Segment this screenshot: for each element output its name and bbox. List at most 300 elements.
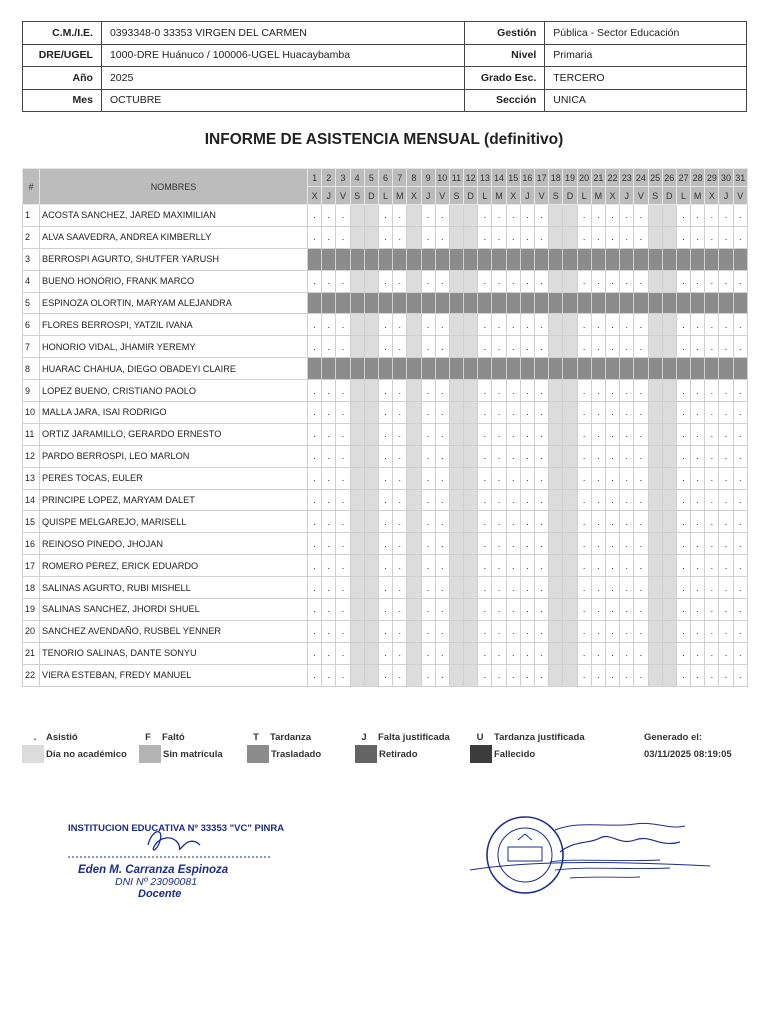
attendance-cell bbox=[648, 336, 662, 358]
generated-value: 03/11/2025 08:19:05 bbox=[644, 749, 732, 760]
attendance-cell: . bbox=[591, 205, 605, 227]
attendance-cell bbox=[449, 314, 463, 336]
director-seal-inner bbox=[498, 828, 552, 882]
attendance-cell: . bbox=[691, 577, 705, 599]
teacher-name: Eden M. Carranza Espinoza bbox=[78, 864, 229, 876]
attendance-cell: . bbox=[520, 336, 534, 358]
attendance-cell bbox=[648, 599, 662, 621]
weekday-header: D bbox=[563, 187, 577, 205]
attendance-cell: . bbox=[393, 423, 407, 445]
attendance-cell: . bbox=[676, 577, 690, 599]
attendance-cell: . bbox=[520, 555, 534, 577]
attendance-cell bbox=[549, 270, 563, 292]
attendance-cell bbox=[364, 402, 378, 424]
attendance-cell: . bbox=[676, 402, 690, 424]
attendance-cell: . bbox=[634, 270, 648, 292]
attendance-cell bbox=[407, 270, 421, 292]
attendance-cell: . bbox=[478, 314, 492, 336]
attendance-cell: . bbox=[705, 314, 719, 336]
attendance-cell: . bbox=[733, 336, 747, 358]
header-row-dreugel bbox=[23, 44, 747, 67]
student-row bbox=[23, 620, 748, 642]
attendance-cell: . bbox=[719, 270, 733, 292]
attendance-cell: . bbox=[605, 314, 619, 336]
attendance-cell: . bbox=[435, 511, 449, 533]
header-row-days bbox=[23, 169, 748, 187]
attendance-cell: . bbox=[676, 489, 690, 511]
student-number: 8 bbox=[23, 358, 40, 380]
teacher-role: Docente bbox=[138, 888, 182, 900]
attendance-cell: . bbox=[421, 620, 435, 642]
attendance-cell: . bbox=[506, 402, 520, 424]
student-number: 9 bbox=[23, 380, 40, 402]
attendance-cell: . bbox=[535, 620, 549, 642]
attendance-cell bbox=[364, 248, 378, 270]
attendance-cell bbox=[620, 248, 634, 270]
attendance-cell: . bbox=[535, 205, 549, 227]
attendance-cell: . bbox=[435, 445, 449, 467]
student-row bbox=[23, 511, 748, 533]
attendance-cell bbox=[648, 423, 662, 445]
attendance-cell bbox=[549, 402, 563, 424]
student-number: 13 bbox=[23, 467, 40, 489]
attendance-cell: . bbox=[478, 467, 492, 489]
attendance-cell: . bbox=[719, 555, 733, 577]
attendance-cell bbox=[563, 511, 577, 533]
header-row-anio bbox=[23, 67, 747, 90]
attendance-cell: . bbox=[620, 642, 634, 664]
weekday-header: L bbox=[577, 187, 591, 205]
attendance-cell: . bbox=[535, 314, 549, 336]
legend-asistio-label: Asistió bbox=[46, 732, 78, 743]
attendance-cell bbox=[364, 270, 378, 292]
attendance-cell bbox=[563, 205, 577, 227]
attendance-cell: . bbox=[478, 226, 492, 248]
student-row bbox=[23, 270, 748, 292]
legend-falta-justificada-symbol: J bbox=[361, 732, 367, 743]
day-header: 25 bbox=[648, 169, 662, 187]
attendance-cell: . bbox=[620, 577, 634, 599]
attendance-cell: . bbox=[634, 423, 648, 445]
attendance-cell: . bbox=[336, 445, 350, 467]
attendance-cell: . bbox=[336, 489, 350, 511]
legend-falto-symbol: F bbox=[145, 732, 151, 743]
attendance-cell: . bbox=[535, 664, 549, 686]
attendance-cell: . bbox=[378, 664, 392, 686]
student-name: PERES TOCAS, EULER bbox=[40, 467, 308, 489]
attendance-cell: . bbox=[435, 423, 449, 445]
cmie-value: 0393348-0 33353 VIRGEN DEL CARMEN bbox=[101, 22, 464, 45]
attendance-cell: . bbox=[634, 620, 648, 642]
attendance-cell: . bbox=[705, 664, 719, 686]
attendance-cell bbox=[350, 380, 364, 402]
student-row bbox=[23, 467, 748, 489]
day-header: 30 bbox=[719, 169, 733, 187]
teacher-signature-stamp bbox=[60, 815, 290, 905]
attendance-cell: . bbox=[322, 555, 336, 577]
attendance-cell: . bbox=[336, 555, 350, 577]
weekday-header: X bbox=[308, 187, 322, 205]
attendance-cell bbox=[407, 664, 421, 686]
attendance-cell: . bbox=[733, 467, 747, 489]
attendance-cell bbox=[648, 402, 662, 424]
attendance-cell bbox=[449, 511, 463, 533]
weekday-header: V bbox=[733, 187, 747, 205]
attendance-cell: . bbox=[676, 642, 690, 664]
attendance-cell: . bbox=[506, 642, 520, 664]
attendance-cell bbox=[520, 358, 534, 380]
attendance-cell: . bbox=[336, 423, 350, 445]
attendance-cell: . bbox=[591, 402, 605, 424]
attendance-cell: . bbox=[393, 336, 407, 358]
attendance-cell: . bbox=[591, 511, 605, 533]
attendance-cell bbox=[449, 664, 463, 686]
attendance-cell: . bbox=[520, 577, 534, 599]
attendance-cell: . bbox=[520, 402, 534, 424]
report-title: INFORME DE ASISTENCIA MENSUAL (definitivo) bbox=[204, 131, 564, 148]
attendance-cell: . bbox=[535, 642, 549, 664]
attendance-cell bbox=[733, 248, 747, 270]
attendance-cell: . bbox=[591, 314, 605, 336]
attendance-cell: . bbox=[378, 533, 392, 555]
attendance-cell: . bbox=[691, 445, 705, 467]
attendance-cell bbox=[364, 620, 378, 642]
attendance-cell bbox=[449, 423, 463, 445]
attendance-cell: . bbox=[733, 423, 747, 445]
attendance-cell bbox=[506, 292, 520, 314]
attendance-cell: . bbox=[336, 533, 350, 555]
attendance-cell bbox=[662, 533, 676, 555]
attendance-cell: . bbox=[322, 642, 336, 664]
attendance-cell bbox=[435, 358, 449, 380]
attendance-cell: . bbox=[378, 205, 392, 227]
attendance-cell bbox=[464, 620, 478, 642]
attendance-cell: . bbox=[620, 467, 634, 489]
attendance-cell: . bbox=[421, 423, 435, 445]
attendance-cell bbox=[364, 467, 378, 489]
attendance-cell: . bbox=[535, 380, 549, 402]
attendance-cell bbox=[407, 336, 421, 358]
attendance-cell bbox=[322, 358, 336, 380]
attendance-cell bbox=[449, 620, 463, 642]
attendance-cell bbox=[563, 620, 577, 642]
attendance-cell: . bbox=[336, 314, 350, 336]
attendance-cell: . bbox=[605, 467, 619, 489]
attendance-cell: . bbox=[435, 380, 449, 402]
attendance-cell: . bbox=[492, 226, 506, 248]
attendance-cell bbox=[492, 292, 506, 314]
attendance-cell: . bbox=[492, 533, 506, 555]
attendance-cell bbox=[449, 533, 463, 555]
attendance-cell: . bbox=[676, 205, 690, 227]
attendance-cell: . bbox=[308, 599, 322, 621]
weekday-header: M bbox=[492, 187, 506, 205]
seal-emblem-icon bbox=[518, 834, 532, 840]
attendance-cell bbox=[719, 292, 733, 314]
day-header: 22 bbox=[605, 169, 619, 187]
attendance-cell bbox=[449, 380, 463, 402]
attendance-cell bbox=[535, 292, 549, 314]
attendance-cell bbox=[350, 555, 364, 577]
weekday-header: V bbox=[336, 187, 350, 205]
attendance-cell: . bbox=[478, 402, 492, 424]
attendance-cell bbox=[549, 248, 563, 270]
attendance-cell: . bbox=[620, 205, 634, 227]
attendance-cell bbox=[378, 358, 392, 380]
attendance-cell bbox=[549, 489, 563, 511]
attendance-cell: . bbox=[378, 380, 392, 402]
attendance-cell: . bbox=[719, 467, 733, 489]
attendance-cell: . bbox=[506, 555, 520, 577]
student-number: 15 bbox=[23, 511, 40, 533]
attendance-cell: . bbox=[620, 226, 634, 248]
attendance-cell bbox=[549, 358, 563, 380]
day-header: 13 bbox=[478, 169, 492, 187]
attendance-cell: . bbox=[719, 642, 733, 664]
attendance-cell: . bbox=[492, 380, 506, 402]
student-name: SANCHEZ AVENDAÑO, RUSBEL YENNER bbox=[40, 620, 308, 642]
attendance-cell bbox=[350, 314, 364, 336]
attendance-cell: . bbox=[634, 314, 648, 336]
weekday-header: J bbox=[620, 187, 634, 205]
attendance-cell: . bbox=[620, 270, 634, 292]
day-header: 11 bbox=[449, 169, 463, 187]
attendance-cell: . bbox=[535, 402, 549, 424]
day-header: 3 bbox=[336, 169, 350, 187]
attendance-cell: . bbox=[336, 226, 350, 248]
attendance-cell: . bbox=[605, 205, 619, 227]
attendance-cell: . bbox=[506, 423, 520, 445]
attendance-cell bbox=[662, 423, 676, 445]
attendance-cell: . bbox=[421, 664, 435, 686]
attendance-cell bbox=[634, 248, 648, 270]
attendance-cell bbox=[350, 577, 364, 599]
attendance-cell: . bbox=[620, 423, 634, 445]
attendance-cell bbox=[478, 292, 492, 314]
attendance-cell: . bbox=[506, 599, 520, 621]
attendance-cell bbox=[421, 248, 435, 270]
attendance-cell: . bbox=[634, 642, 648, 664]
attendance-cell: . bbox=[478, 489, 492, 511]
attendance-cell bbox=[549, 533, 563, 555]
student-row bbox=[23, 533, 748, 555]
attendance-cell bbox=[393, 292, 407, 314]
attendance-cell: . bbox=[577, 205, 591, 227]
attendance-cell: . bbox=[676, 555, 690, 577]
attendance-cell: . bbox=[733, 489, 747, 511]
attendance-cell: . bbox=[308, 620, 322, 642]
attendance-cell bbox=[549, 336, 563, 358]
attendance-cell: . bbox=[378, 445, 392, 467]
attendance-cell bbox=[648, 445, 662, 467]
attendance-cell bbox=[364, 555, 378, 577]
weekday-header: D bbox=[464, 187, 478, 205]
attendance-cell bbox=[364, 489, 378, 511]
attendance-cell: . bbox=[378, 467, 392, 489]
attendance-cell: . bbox=[719, 489, 733, 511]
attendance-cell: . bbox=[691, 380, 705, 402]
attendance-cell bbox=[662, 467, 676, 489]
attendance-cell: . bbox=[676, 599, 690, 621]
attendance-cell: . bbox=[591, 423, 605, 445]
attendance-cell: . bbox=[676, 664, 690, 686]
attendance-cell: . bbox=[591, 555, 605, 577]
mes-value: OCTUBRE bbox=[101, 89, 464, 112]
attendance-cell: . bbox=[705, 270, 719, 292]
student-name: SALINAS SANCHEZ, JHORDI SHUEL bbox=[40, 599, 308, 621]
attendance-cell: . bbox=[719, 577, 733, 599]
attendance-cell: . bbox=[733, 380, 747, 402]
attendance-cell bbox=[563, 489, 577, 511]
attendance-cell bbox=[364, 511, 378, 533]
attendance-cell bbox=[662, 555, 676, 577]
attendance-cell: . bbox=[577, 620, 591, 642]
attendance-cell: . bbox=[591, 380, 605, 402]
attendance-cell bbox=[662, 599, 676, 621]
student-number: 5 bbox=[23, 292, 40, 314]
attendance-cell: . bbox=[591, 642, 605, 664]
attendance-cell: . bbox=[733, 314, 747, 336]
attendance-cell: . bbox=[691, 599, 705, 621]
attendance-cell: . bbox=[719, 314, 733, 336]
attendance-cell: . bbox=[535, 226, 549, 248]
weekday-header: J bbox=[322, 187, 336, 205]
attendance-cell: . bbox=[605, 489, 619, 511]
attendance-cell bbox=[577, 358, 591, 380]
attendance-cell: . bbox=[336, 620, 350, 642]
attendance-cell: . bbox=[478, 445, 492, 467]
student-row bbox=[23, 314, 748, 336]
attendance-cell: . bbox=[506, 205, 520, 227]
attendance-cell: . bbox=[336, 577, 350, 599]
seccion-label: Sección bbox=[465, 89, 545, 112]
attendance-cell: . bbox=[308, 511, 322, 533]
attendance-cell: . bbox=[577, 226, 591, 248]
attendance-cell: . bbox=[393, 270, 407, 292]
attendance-cell: . bbox=[577, 555, 591, 577]
attendance-cell: . bbox=[478, 336, 492, 358]
attendance-cell bbox=[549, 380, 563, 402]
attendance-cell bbox=[449, 642, 463, 664]
student-row bbox=[23, 423, 748, 445]
student-name: HONORIO VIDAL, JHAMIR YEREMY bbox=[40, 336, 308, 358]
weekday-header: S bbox=[350, 187, 364, 205]
attendance-cell: . bbox=[336, 467, 350, 489]
day-header: 24 bbox=[634, 169, 648, 187]
attendance-cell: . bbox=[676, 445, 690, 467]
attendance-cell bbox=[350, 642, 364, 664]
attendance-cell: . bbox=[336, 402, 350, 424]
day-header: 21 bbox=[591, 169, 605, 187]
attendance-cell bbox=[464, 358, 478, 380]
attendance-cell: . bbox=[378, 489, 392, 511]
attendance-cell bbox=[648, 664, 662, 686]
attendance-cell bbox=[407, 423, 421, 445]
attendance-cell: . bbox=[492, 270, 506, 292]
weekday-header: M bbox=[591, 187, 605, 205]
attendance-cell: . bbox=[322, 423, 336, 445]
student-name: PARDO BERROSPI, LEO MARLON bbox=[40, 445, 308, 467]
attendance-cell: . bbox=[421, 314, 435, 336]
attendance-cell: . bbox=[634, 380, 648, 402]
attendance-cell: . bbox=[435, 336, 449, 358]
attendance-cell bbox=[549, 664, 563, 686]
weekday-header: S bbox=[648, 187, 662, 205]
attendance-cell: . bbox=[378, 577, 392, 599]
attendance-cell: . bbox=[733, 599, 747, 621]
attendance-cell: . bbox=[605, 423, 619, 445]
attendance-cell: . bbox=[492, 642, 506, 664]
attendance-cell bbox=[605, 248, 619, 270]
attendance-cell: . bbox=[393, 642, 407, 664]
day-header: 12 bbox=[464, 169, 478, 187]
header-info-table bbox=[22, 21, 747, 112]
attendance-cell: . bbox=[378, 555, 392, 577]
attendance-cell: . bbox=[705, 620, 719, 642]
student-number: 10 bbox=[23, 402, 40, 424]
attendance-cell: . bbox=[577, 511, 591, 533]
weekday-header: L bbox=[478, 187, 492, 205]
attendance-cell bbox=[364, 336, 378, 358]
student-name: FLORES BERROSPI, YATZIL IVANA bbox=[40, 314, 308, 336]
attendance-cell bbox=[464, 577, 478, 599]
student-row bbox=[23, 489, 748, 511]
attendance-cell bbox=[350, 467, 364, 489]
attendance-cell: . bbox=[322, 445, 336, 467]
attendance-cell bbox=[662, 380, 676, 402]
attendance-cell bbox=[449, 445, 463, 467]
attendance-cell: . bbox=[591, 620, 605, 642]
attendance-cell: . bbox=[634, 205, 648, 227]
attendance-cell: . bbox=[308, 533, 322, 555]
attendance-cell: . bbox=[577, 423, 591, 445]
legend-falto-label: Faltó bbox=[162, 732, 185, 743]
attendance-cell: . bbox=[393, 314, 407, 336]
student-number: 1 bbox=[23, 205, 40, 227]
attendance-cell: . bbox=[719, 336, 733, 358]
attendance-cell: . bbox=[705, 642, 719, 664]
attendance-cell: . bbox=[719, 423, 733, 445]
attendance-cell bbox=[449, 489, 463, 511]
attendance-cell bbox=[464, 489, 478, 511]
attendance-cell bbox=[563, 292, 577, 314]
student-number: 21 bbox=[23, 642, 40, 664]
attendance-cell: . bbox=[492, 336, 506, 358]
day-header: 28 bbox=[691, 169, 705, 187]
attendance-cell: . bbox=[435, 270, 449, 292]
attendance-cell: . bbox=[705, 423, 719, 445]
attendance-cell bbox=[676, 358, 690, 380]
attendance-cell bbox=[350, 620, 364, 642]
attendance-cell bbox=[407, 445, 421, 467]
attendance-cell: . bbox=[492, 620, 506, 642]
generated-label: Generado el: bbox=[644, 732, 703, 743]
attendance-cell: . bbox=[308, 205, 322, 227]
attendance-cell: . bbox=[605, 555, 619, 577]
attendance-cell: . bbox=[591, 664, 605, 686]
attendance-cell: . bbox=[620, 664, 634, 686]
student-number: 18 bbox=[23, 577, 40, 599]
attendance-cell bbox=[648, 380, 662, 402]
attendance-cell bbox=[407, 226, 421, 248]
attendance-cell: . bbox=[691, 511, 705, 533]
dreugel-value: 1000-DRE Huánuco / 100006-UGEL Huacaybamba bbox=[101, 44, 464, 67]
attendance-cell: . bbox=[676, 380, 690, 402]
attendance-cell: . bbox=[634, 511, 648, 533]
attendance-cell bbox=[648, 226, 662, 248]
attendance-cell: . bbox=[705, 380, 719, 402]
attendance-cell bbox=[449, 555, 463, 577]
